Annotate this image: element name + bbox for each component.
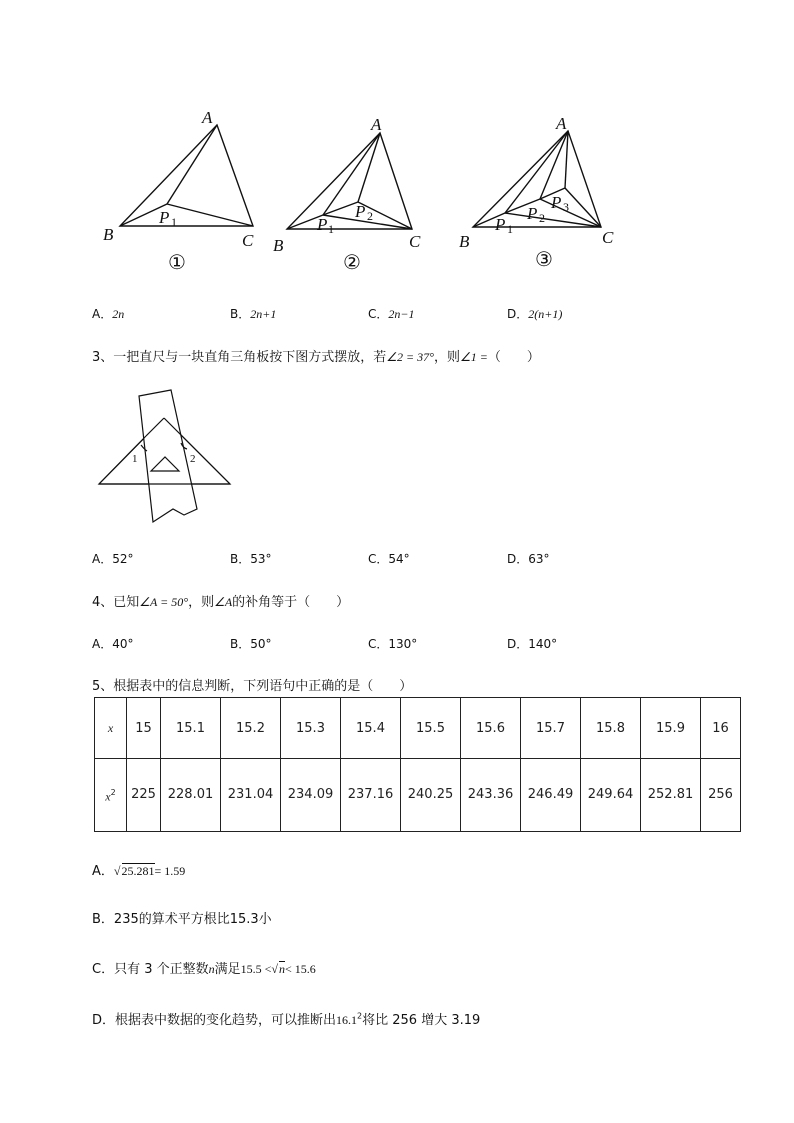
triangles-svg	[95, 105, 635, 280]
label-P2-2: P	[355, 202, 366, 221]
label-C-3: C	[602, 228, 614, 247]
angle-1-label: 1	[132, 453, 138, 465]
sub-2-2: 2	[367, 209, 373, 223]
table-cell: 15	[127, 698, 161, 759]
label-P2-3: P	[527, 204, 538, 223]
table-cell: 15.3	[281, 698, 341, 759]
q5-table	[94, 697, 741, 832]
q2-option-a[interactable]: A．2n	[92, 307, 125, 321]
table-cell: 15.8	[581, 698, 641, 759]
q5-option-b[interactable]: B．235的算术平方根比15.3小	[92, 912, 272, 927]
q5-option-d[interactable]: D．根据表中数据的变化趋势，可以推断出16.1$^2$将比 256 增大 3.19	[92, 1011, 481, 1028]
table-cell: 15.9	[641, 698, 701, 759]
table-cell: 243.36	[461, 759, 521, 832]
sub-2-3: 2	[539, 211, 545, 225]
q4-options	[92, 635, 692, 653]
circle-number-3: ③	[535, 249, 553, 271]
ruler-triangle-svg	[95, 385, 240, 527]
label-B-2: B	[273, 236, 284, 255]
table-cell: 15.6	[461, 698, 521, 759]
label-A-1: A	[202, 108, 213, 127]
label-P1-1: P	[159, 208, 170, 227]
q2-option-b[interactable]: B．2n+1	[230, 307, 277, 321]
table-cell: 246.49	[521, 759, 581, 832]
q5-stem: 5、根据表中的信息判断，下列语句中正确的是（ ）	[92, 679, 413, 694]
row-header-x: x	[95, 698, 127, 759]
label-B-3: B	[459, 232, 470, 251]
table-cell: 240.25	[401, 759, 461, 832]
label-P3-3: P	[551, 193, 562, 212]
table-cell: 16	[701, 698, 741, 759]
q3-option-a[interactable]: A．52°	[92, 552, 134, 566]
triangles-figure	[95, 105, 635, 280]
table-cell: 231.04	[221, 759, 281, 832]
table-cell: 228.01	[161, 759, 221, 832]
ruler-triangle-figure	[95, 385, 240, 527]
sub-1-3: 1	[507, 222, 513, 236]
table-row-x	[95, 698, 741, 759]
q3-option-b[interactable]: B．53°	[230, 552, 272, 566]
q3-options	[92, 550, 692, 568]
label-A-2: A	[371, 115, 382, 134]
circle-number-2: ②	[343, 252, 361, 274]
table-cell: 15.5	[401, 698, 461, 759]
table-cell: 15.4	[341, 698, 401, 759]
q2-options	[92, 305, 692, 323]
sub-3-3: 3	[563, 200, 569, 214]
ruler	[139, 390, 197, 522]
q2-option-c[interactable]: C．2n−1	[368, 307, 415, 321]
table-cell: 234.09	[281, 759, 341, 832]
label-C-1: C	[242, 231, 254, 250]
row-header-x2: $x^2$	[95, 759, 127, 832]
q4-option-a[interactable]: A．40°	[92, 637, 134, 651]
q3-option-d[interactable]: D．63°	[507, 552, 550, 566]
sub-1-2: 1	[328, 222, 334, 236]
table-cell: 15.1	[161, 698, 221, 759]
q5-option-c[interactable]: C．只有 3 个正整数n满足15.5 <√n< 15.6	[92, 962, 316, 977]
triangle-1	[120, 125, 253, 226]
q2-option-d[interactable]: D．2(n+1)	[507, 307, 563, 321]
q3-stem: 3、一把直尺与一块直角三角板按下图方式摆放，若∠2 = 37°，则∠1 =（ ）	[92, 350, 540, 365]
q4-option-d[interactable]: D．140°	[507, 637, 558, 651]
table-cell: 15.7	[521, 698, 581, 759]
circle-number-1: ①	[168, 252, 186, 274]
label-P1-2: P	[317, 215, 328, 234]
label-B-1: B	[103, 225, 114, 244]
q4-option-c[interactable]: C．130°	[368, 637, 418, 651]
table-row-x2	[95, 759, 741, 832]
table-cell: 256	[701, 759, 741, 832]
table-cell: 249.64	[581, 759, 641, 832]
q4-stem: 4、已知∠A = 50°，则∠A的补角等于（ ）	[92, 595, 350, 610]
table-cell: 225	[127, 759, 161, 832]
q3-option-c[interactable]: C．54°	[368, 552, 410, 566]
label-P1-3: P	[495, 215, 506, 234]
triangle-2	[287, 133, 412, 229]
table-cell: 15.2	[221, 698, 281, 759]
q5-option-a[interactable]: A．√25.281= 1.59	[92, 864, 186, 879]
label-A-3: A	[556, 114, 567, 133]
table-cell: 237.16	[341, 759, 401, 832]
label-C-2: C	[409, 232, 421, 251]
sub-1-1: 1	[171, 215, 177, 229]
q4-option-b[interactable]: B．50°	[230, 637, 272, 651]
table-cell: 252.81	[641, 759, 701, 832]
angle-2-label: 2	[190, 453, 196, 465]
